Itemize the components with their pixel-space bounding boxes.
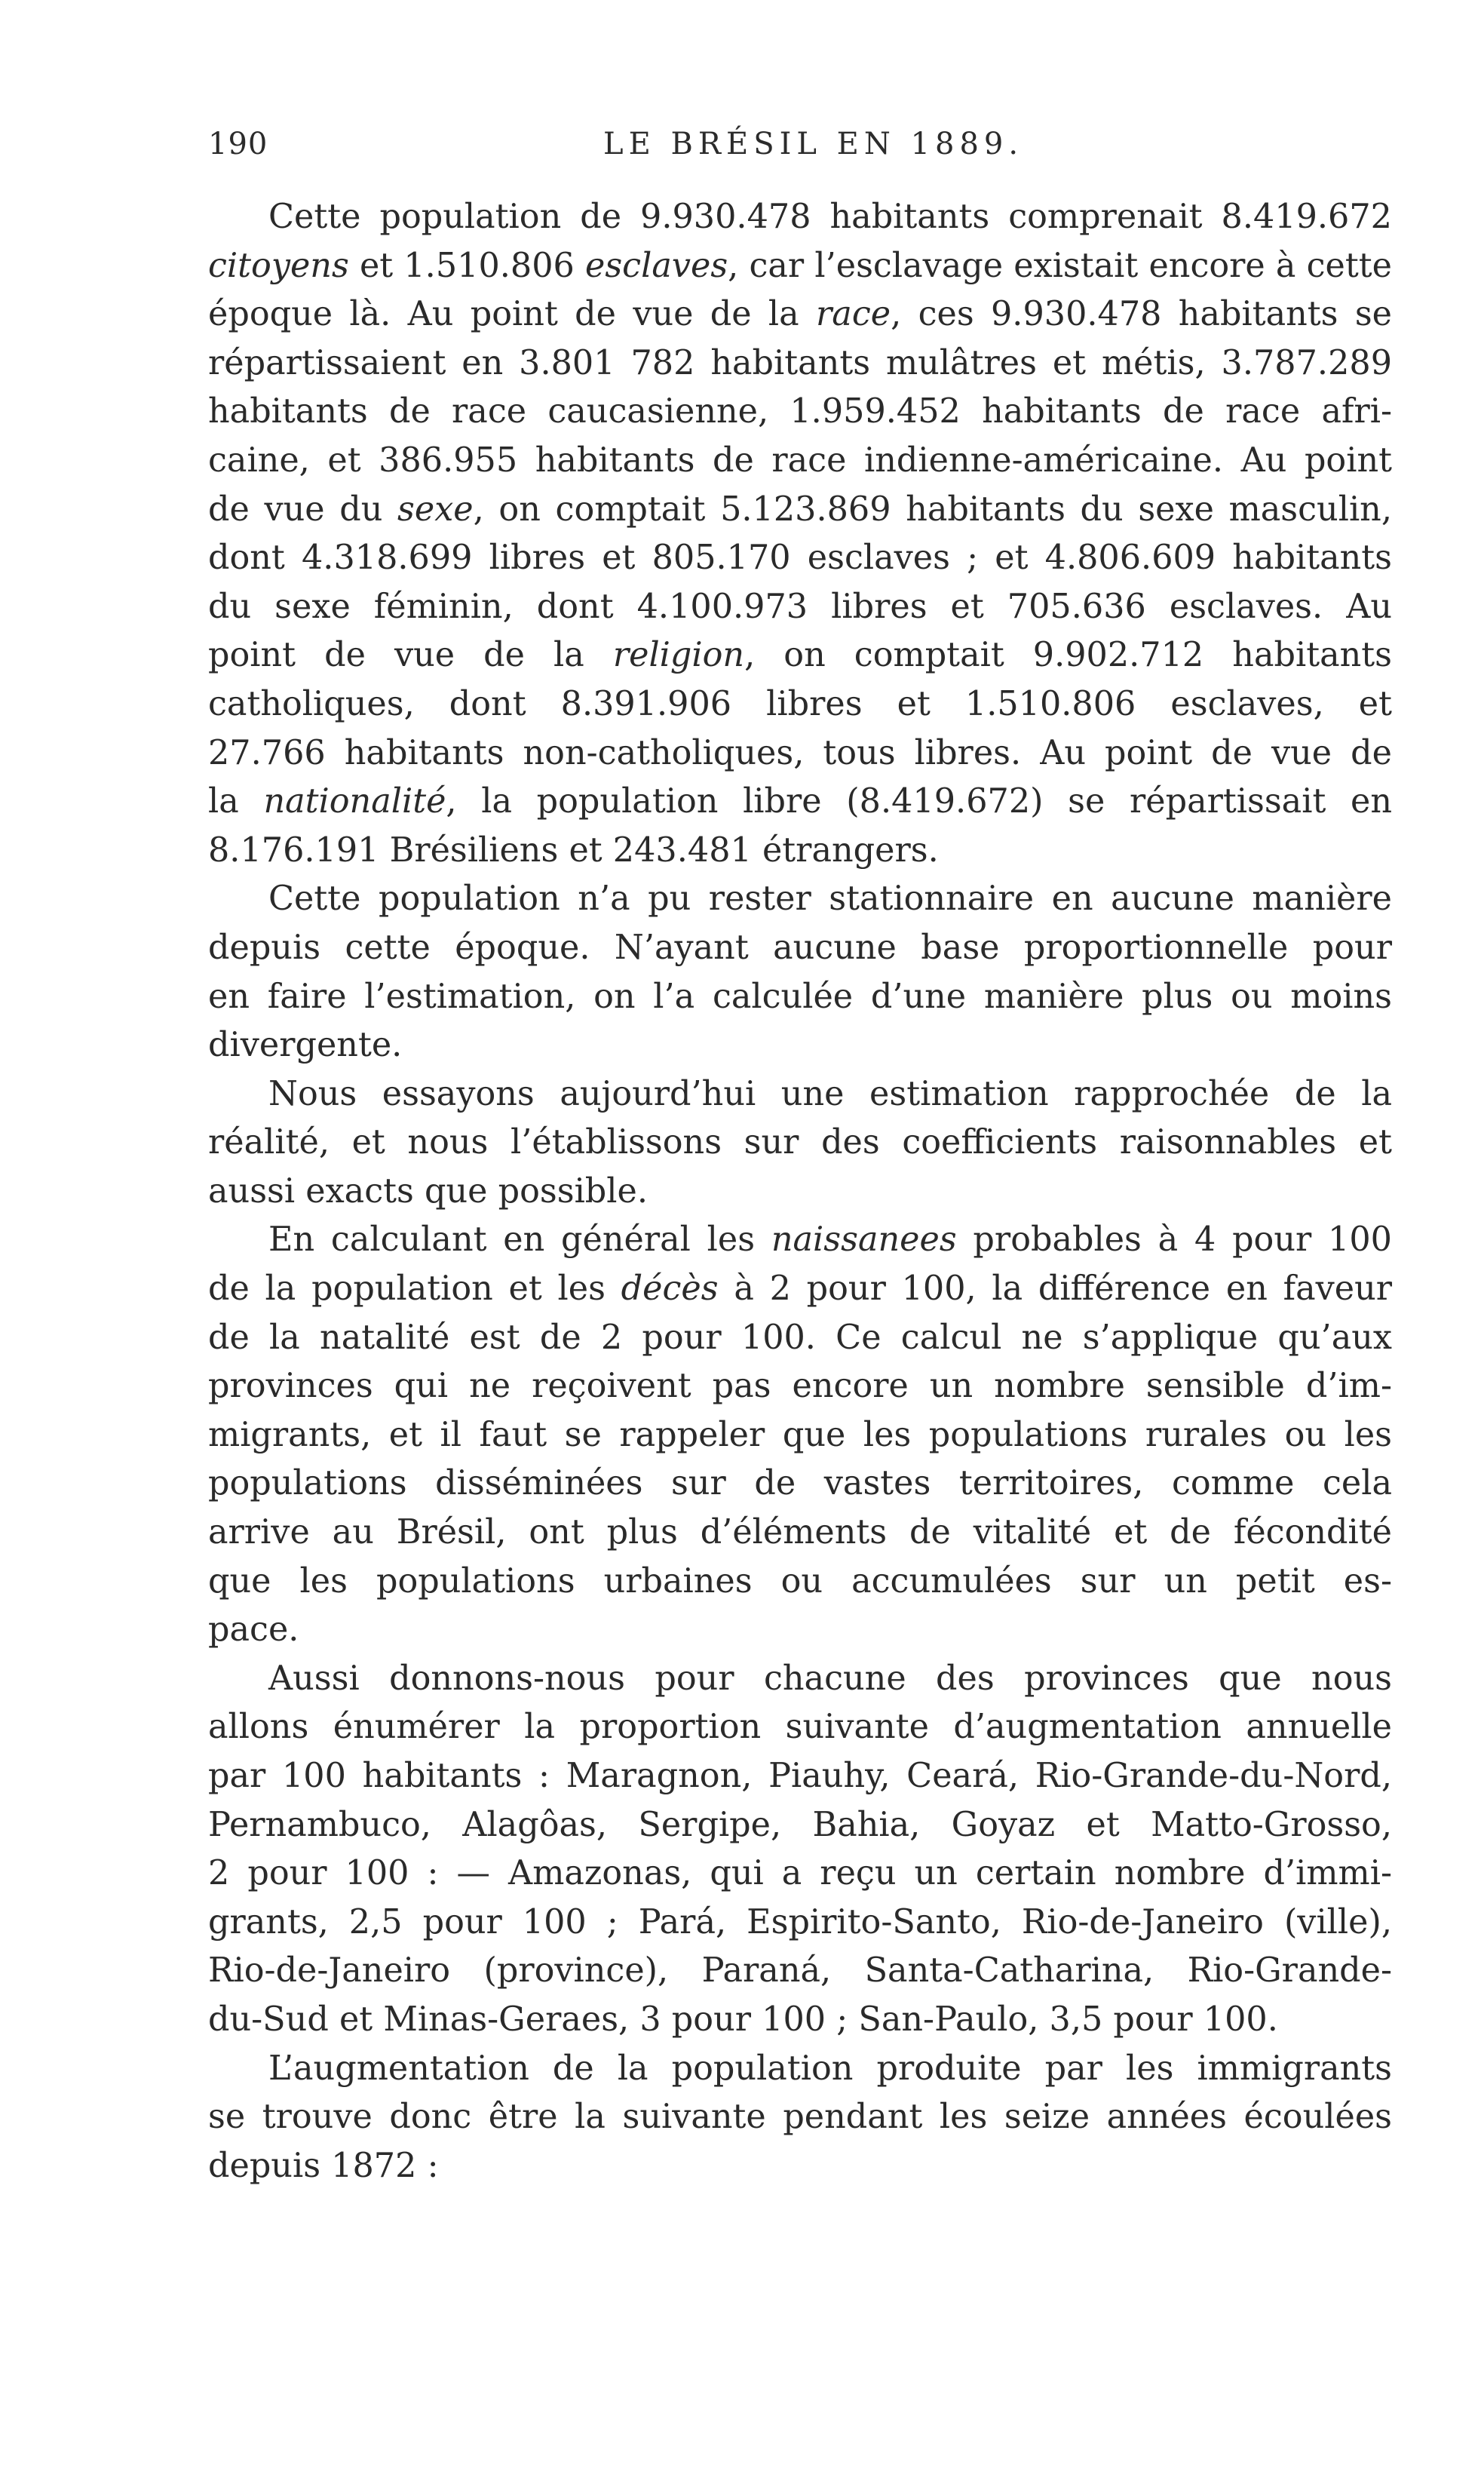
text-run: L’augmentation de la population produite par les immigrants bbox=[268, 2049, 1392, 2088]
text-run: que les populations urbaines ou accumulées sur un petit es- bbox=[208, 1561, 1392, 1601]
paragraph bbox=[208, 193, 1392, 875]
text-run: aussi exacts que possible. bbox=[208, 1171, 648, 1211]
text-line bbox=[208, 1168, 1392, 1217]
text-line bbox=[208, 1021, 1392, 1070]
text-run: réalité, et nous l’établissons sur des coefficients raisonnables et bbox=[208, 1123, 1392, 1162]
paragraph bbox=[208, 2045, 1392, 2191]
paragraph bbox=[208, 1216, 1392, 1654]
italic-term: citoyens bbox=[208, 246, 349, 285]
text-run: la bbox=[208, 782, 264, 821]
text-line bbox=[208, 875, 1392, 924]
text-line bbox=[208, 1314, 1392, 1363]
text-run: se trouve donc être la suivante pendant les seize années écoulées bbox=[208, 2098, 1392, 2137]
text-run: de vue du bbox=[208, 490, 398, 529]
text-run: de la natalité est de 2 pour 100. Ce calcul ne s’applique qu’aux bbox=[208, 1318, 1392, 1357]
text-run: répartissaient en 3.801 782 habitants mulâtres et métis, 3.787.289 bbox=[208, 343, 1392, 382]
text-run: probables à 4 pour 100 bbox=[956, 1220, 1392, 1260]
text-line bbox=[208, 1996, 1392, 2045]
paragraph bbox=[208, 1070, 1392, 1217]
text-run: à 2 pour 100, la différence en faveur bbox=[718, 1269, 1393, 1309]
text-run: du sexe féminin, dont 4.100.973 libres et 705.636 esclaves. Au bbox=[208, 587, 1392, 626]
text-run: habitants de race caucasienne, 1.959.452 habitants de race afri- bbox=[208, 392, 1392, 431]
text-line bbox=[208, 2142, 1392, 2191]
italic-term: race bbox=[816, 295, 891, 334]
text-line bbox=[208, 1703, 1392, 1752]
text-line bbox=[208, 486, 1392, 535]
text-run: populations disséminées sur de vastes territoires, comme cela bbox=[208, 1464, 1392, 1503]
text-line bbox=[208, 631, 1392, 680]
text-run: Nous essayons aujourd’hui une estimation rapprochée de la bbox=[268, 1074, 1392, 1113]
text-run: et 1.510.806 bbox=[348, 246, 585, 285]
text-line bbox=[208, 388, 1392, 437]
running-title: LE BRÉSIL EN 1889. bbox=[603, 127, 1024, 161]
text-run: , on comptait 5.123.869 habitants du sexe masculin, bbox=[473, 490, 1392, 529]
text-run: arrive au Brésil, ont plus d’éléments de vitalité et de fécondité bbox=[208, 1513, 1392, 1552]
text-run: divergente. bbox=[208, 1026, 403, 1065]
text-run: de la population et les bbox=[208, 1269, 621, 1309]
text-run: , ces 9.930.478 habitants se bbox=[891, 295, 1392, 334]
text-line bbox=[208, 193, 1392, 242]
text-run: Cette population de 9.930.478 habitants comprenait 8.419.672 bbox=[268, 198, 1392, 236]
text-line bbox=[208, 290, 1392, 339]
text-line bbox=[208, 1606, 1392, 1655]
text-run: par 100 habitants : Maragnon, Piauhy, Ceará, Rio-Grande-du-Nord, bbox=[208, 1757, 1392, 1795]
text-run: grants, 2,5 pour 100 ; Pará, Espirito-Santo, Rio-de-Janeiro (ville), bbox=[208, 1902, 1392, 1942]
text-run: provinces qui ne reçoivent pas encore un nombre sensible d’im- bbox=[208, 1367, 1392, 1406]
text-run: du-Sud et Minas-Geraes, 3 pour 100 ; San-Paulo, 3,5 pour 100. bbox=[208, 2000, 1278, 2039]
italic-term: nationalité bbox=[263, 782, 446, 821]
text-line bbox=[208, 1509, 1392, 1558]
text-line bbox=[208, 242, 1392, 291]
text-line bbox=[208, 973, 1392, 1022]
text-line bbox=[208, 437, 1392, 486]
italic-term: esclaves bbox=[585, 246, 728, 285]
italic-term: religion bbox=[612, 636, 745, 675]
text-run: depuis cette époque. N’ayant aucune base proportionnelle pour bbox=[208, 928, 1392, 967]
italic-term: décès bbox=[621, 1269, 719, 1309]
text-line bbox=[208, 778, 1392, 827]
text-line bbox=[208, 1801, 1392, 1850]
italic-term: sexe bbox=[397, 490, 474, 529]
text-line bbox=[208, 2045, 1392, 2094]
text-run: catholiques, dont 8.391.906 libres et 1.510.806 esclaves, et bbox=[208, 684, 1392, 723]
text-line bbox=[208, 1119, 1392, 1168]
text-run: depuis 1872 : bbox=[208, 2146, 439, 2185]
text-run: En calculant en général les bbox=[268, 1220, 771, 1260]
text-line bbox=[208, 1849, 1392, 1899]
text-run: allons énumérer la proportion suivante d’augmentation annuelle bbox=[208, 1708, 1392, 1747]
text-run: époque là. Au point de vue de la bbox=[208, 295, 817, 334]
text-run: migrants, et il faut se rappeler que les populations rurales ou les bbox=[208, 1415, 1392, 1454]
text-line bbox=[208, 1899, 1392, 1948]
text-line bbox=[208, 583, 1392, 632]
text-line bbox=[208, 1558, 1392, 1607]
text-line bbox=[208, 1265, 1392, 1314]
text-line bbox=[208, 1460, 1392, 1509]
text-run: , la population libre (8.419.672) se répartissait en bbox=[446, 782, 1392, 821]
page-header bbox=[208, 127, 1392, 172]
text-line bbox=[208, 729, 1392, 778]
text-line bbox=[208, 1216, 1392, 1265]
text-run: 27.766 habitants non-catholiques, tous libres. Au point de vue de bbox=[208, 733, 1392, 772]
text-line bbox=[208, 2093, 1392, 2142]
text-line bbox=[208, 924, 1392, 973]
text-run: pace. bbox=[208, 1610, 299, 1650]
text-line bbox=[208, 1411, 1392, 1460]
text-run: dont 4.318.699 libres et 805.170 esclaves ; et 4.806.609 habitants bbox=[208, 539, 1392, 578]
text-line bbox=[208, 1947, 1392, 1996]
body-text bbox=[208, 193, 1392, 2190]
text-line bbox=[208, 339, 1392, 388]
text-run: , car l’esclavage existait encore à cette bbox=[728, 246, 1392, 285]
text-run: caine, et 386.955 habitants de race indienne-américaine. Au point bbox=[208, 440, 1392, 480]
text-line bbox=[208, 1752, 1392, 1801]
text-line bbox=[208, 534, 1392, 583]
italic-term: naissanees bbox=[771, 1220, 957, 1260]
text-line bbox=[208, 680, 1392, 729]
text-run: 8.176.191 Brésiliens et 243.481 étrangers. bbox=[208, 830, 939, 870]
page-number: 190 bbox=[208, 127, 268, 161]
text-run: , on comptait 9.902.712 habitants bbox=[744, 636, 1392, 675]
paragraph bbox=[208, 875, 1392, 1070]
text-run: point de vue de la bbox=[208, 636, 613, 675]
text-run: en faire l’estimation, on l’a calculée d’une manière plus ou moins bbox=[208, 977, 1392, 1016]
text-run: Pernambuco, Alagôas, Sergipe, Bahia, Goyaz et Matto-Grosso, bbox=[208, 1805, 1392, 1844]
text-line bbox=[208, 827, 1392, 876]
text-run: 2 pour 100 : — Amazonas, qui a reçu un certain nombre d’immi- bbox=[208, 1854, 1392, 1893]
text-run: Rio-de-Janeiro (province), Paraná, Santa-Catharina, Rio-Grande- bbox=[208, 1951, 1392, 1991]
text-line bbox=[208, 1362, 1392, 1411]
paragraph bbox=[208, 1655, 1392, 2045]
text-line bbox=[208, 1070, 1392, 1119]
text-run: Cette population n’a pu rester stationnaire en aucune manière bbox=[268, 879, 1392, 919]
text-line bbox=[208, 1655, 1392, 1704]
text-run: Aussi donnons-nous pour chacune des provinces que nous bbox=[268, 1659, 1392, 1698]
